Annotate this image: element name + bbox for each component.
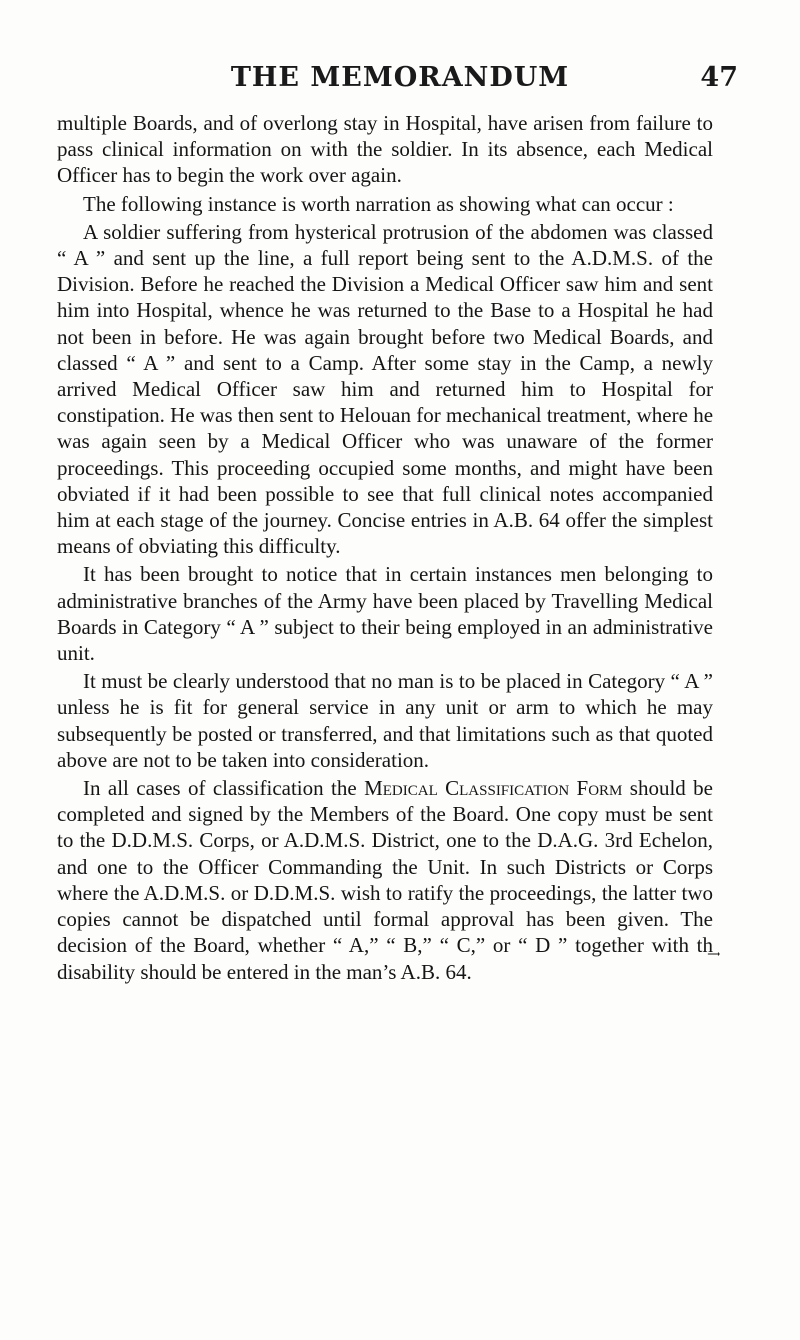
body-text: [57, 110, 713, 985]
paragraph-classification-form: [57, 775, 713, 985]
form-title-small-caps: Medical Classification Form: [364, 776, 623, 801]
paragraph-soldier-case: A soldier suffering from hysterical protrusion of the abdomen was classed “ A ” and sent up the line, a full report being sent to the A.D.M.S. of the Division. Before he reached the Division a Medical Officer saw him and sent him into Hospital, whence he was returned to the Base to a Hospital he had not been in before. He was again brought before two Medical Boards, and classed “ A ” and sent to a Camp. After some stay in the Camp, a newly arrived Medical Officer saw him and returned him to Hospital for constipation. He was then sent to Helouan for mechanical treatment, where he was again seen by a Medical Officer who was unaware of the former proceedings. This proceeding occupied some months, and might have been obviated if it had been possible to see that full clinical notes accompanied him at each stage of the journey. Concise entries in A.B. 64 offer the simplest means of obviating this difficulty.: [57, 219, 714, 559]
page-number: 47: [700, 62, 738, 93]
page-header: [0, 62, 800, 102]
running-head: THE MEMORANDUM: [230, 62, 570, 93]
paragraph-text-before: In all cases of classification the: [83, 776, 365, 801]
paragraph-category-a-rule: It must be clearly understood that no man is to be placed in Category “ A ” unless he is fit for general service in any unit or arm to which he may subsequently be posted or transferred, and that limitations such as that quoted above are not to be taken into consideration.: [57, 669, 713, 772]
paragraph-text-after: should be completed and signed by the Members of the Board. One copy must be sent to the D.D.M.S. Corps, or A.D.M.S. District, one to the D.A.G. 3rd Echelon, and one to the Officer Commanding the Unit. In such Districts or Corps where the A.D.M.S. or D.D.M.S. wish to ratify the proceedings, the latter two copies cannot be dispatched until formal approval has been given. The decision of the Board, whether “ A,” “ B,” “ C,” or “ D ” together with th͢ disability should be entered in the man’s A.B. 64.: [57, 776, 713, 984]
paragraph-administrative-branches: It has been brought to notice that in certain instances men belonging to administrative branches of the Army have been placed by Travelling Medical Boards in Category “ A ” subject to their being employed in an administrative unit.: [57, 562, 713, 666]
paragraph-instance-intro: The following instance is worth narration as showing what can occur :: [83, 191, 674, 216]
paragraph-continued: multiple Boards, and of overlong stay in Hospital, have arisen from failure to pass clinical information on with the soldier. In its absence, each Medical Officer has to begin the work over again.: [57, 111, 713, 188]
